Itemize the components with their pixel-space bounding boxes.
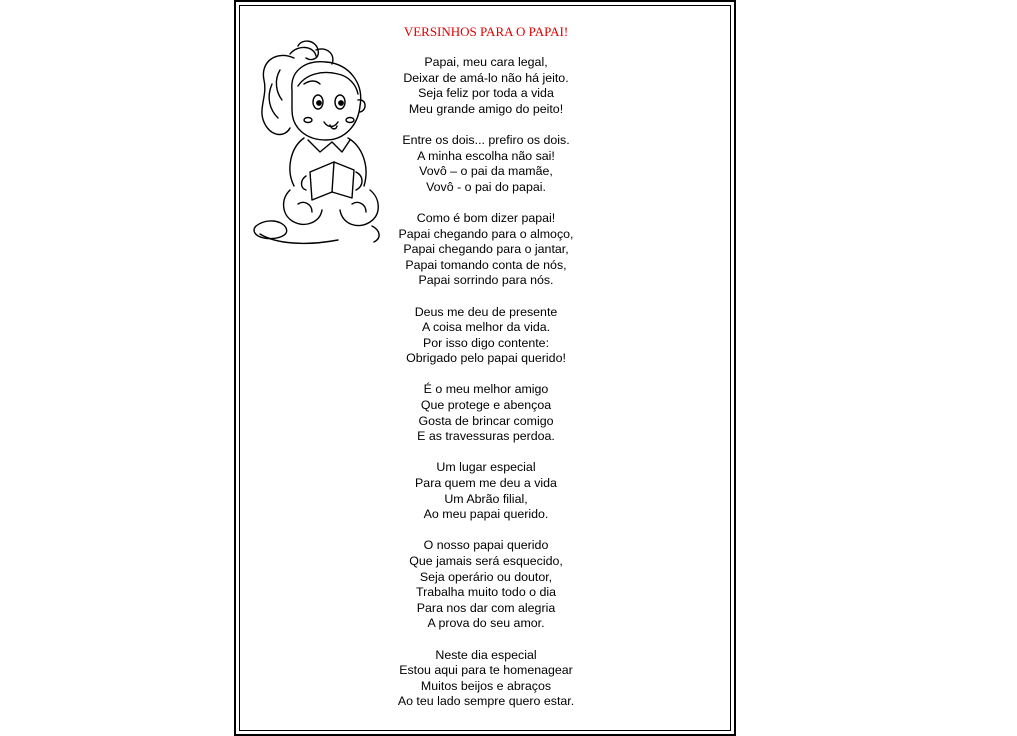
poem-line: Por isso digo contente: bbox=[422, 335, 550, 350]
poem-stanza bbox=[236, 648, 736, 710]
poem-line: Como é bom dizer papai! bbox=[416, 210, 556, 225]
poem-line: Meu grande amigo do peito! bbox=[408, 101, 564, 116]
poem-line: É o meu melhor amigo bbox=[423, 382, 549, 397]
poem-line: Papai, meu cara legal, bbox=[424, 55, 548, 69]
poem-line: Gosta de brincar comigo bbox=[418, 413, 554, 428]
poem-stanza bbox=[236, 382, 736, 444]
poem-line: Papai chegando para o almoço, bbox=[398, 226, 574, 241]
poem-line: Vovô - o pai do papai. bbox=[426, 179, 546, 194]
poem-line: Deixar de amá-lo não há jeito. bbox=[403, 70, 569, 85]
poem-line: A prova do seu amor. bbox=[427, 616, 545, 631]
poem-line: A minha escolha não sai! bbox=[417, 148, 555, 163]
poem-line: Estou aqui para te homenagear bbox=[399, 663, 573, 678]
poem-line: Deus me deu de presente bbox=[414, 304, 558, 319]
poem-line: Obrigado pelo papai querido! bbox=[406, 351, 566, 366]
poem-stanza bbox=[236, 133, 736, 195]
poem-stanza bbox=[236, 211, 736, 289]
poem-line: Seja feliz por toda a vida bbox=[418, 86, 554, 101]
poem-line: Neste dia especial bbox=[435, 647, 537, 662]
poem-line: Para nos dar com alegria bbox=[416, 600, 556, 615]
poem-stanza bbox=[236, 460, 736, 522]
poem-line: Ao teu lado sempre quero estar. bbox=[397, 694, 575, 709]
poem-line: E as travessuras perdoa. bbox=[417, 429, 555, 444]
poem-line: Que protege e abençoa bbox=[420, 398, 552, 413]
poem-line: Vovô – o pai da mamãe, bbox=[419, 164, 553, 179]
poem-line: Ao meu papai querido. bbox=[423, 507, 549, 522]
poem-line: O nosso papai querido bbox=[423, 538, 549, 553]
poem-line: Trabalha muito todo o dia bbox=[415, 585, 557, 600]
poem-line: A coisa melhor da vida. bbox=[421, 320, 551, 335]
poem-line: Que jamais será esquecido, bbox=[409, 554, 563, 568]
poem-line: Papai tomando conta de nós, bbox=[405, 257, 567, 272]
poem-line: Um Abrão filial, bbox=[444, 491, 528, 506]
poem-body bbox=[236, 55, 736, 726]
poem-line: Muitos beijos e abraços bbox=[420, 678, 552, 693]
poem-line: Seja operário ou doutor, bbox=[419, 569, 553, 584]
poem-stanza bbox=[236, 538, 736, 632]
poem-line: Entre os dois... prefiro os dois. bbox=[402, 132, 570, 147]
poem-line: Um lugar especial bbox=[436, 460, 536, 475]
poem-line: Papai sorrindo para nós. bbox=[418, 273, 554, 288]
poem-title: VERSINHOS PARA O PAPAI! bbox=[403, 24, 569, 39]
poem-line: Para quem me deu a vida bbox=[415, 476, 557, 491]
poem-stanza bbox=[236, 305, 736, 367]
poem-line: Papai chegando para o jantar, bbox=[403, 242, 569, 257]
poem-stanza bbox=[236, 55, 736, 117]
